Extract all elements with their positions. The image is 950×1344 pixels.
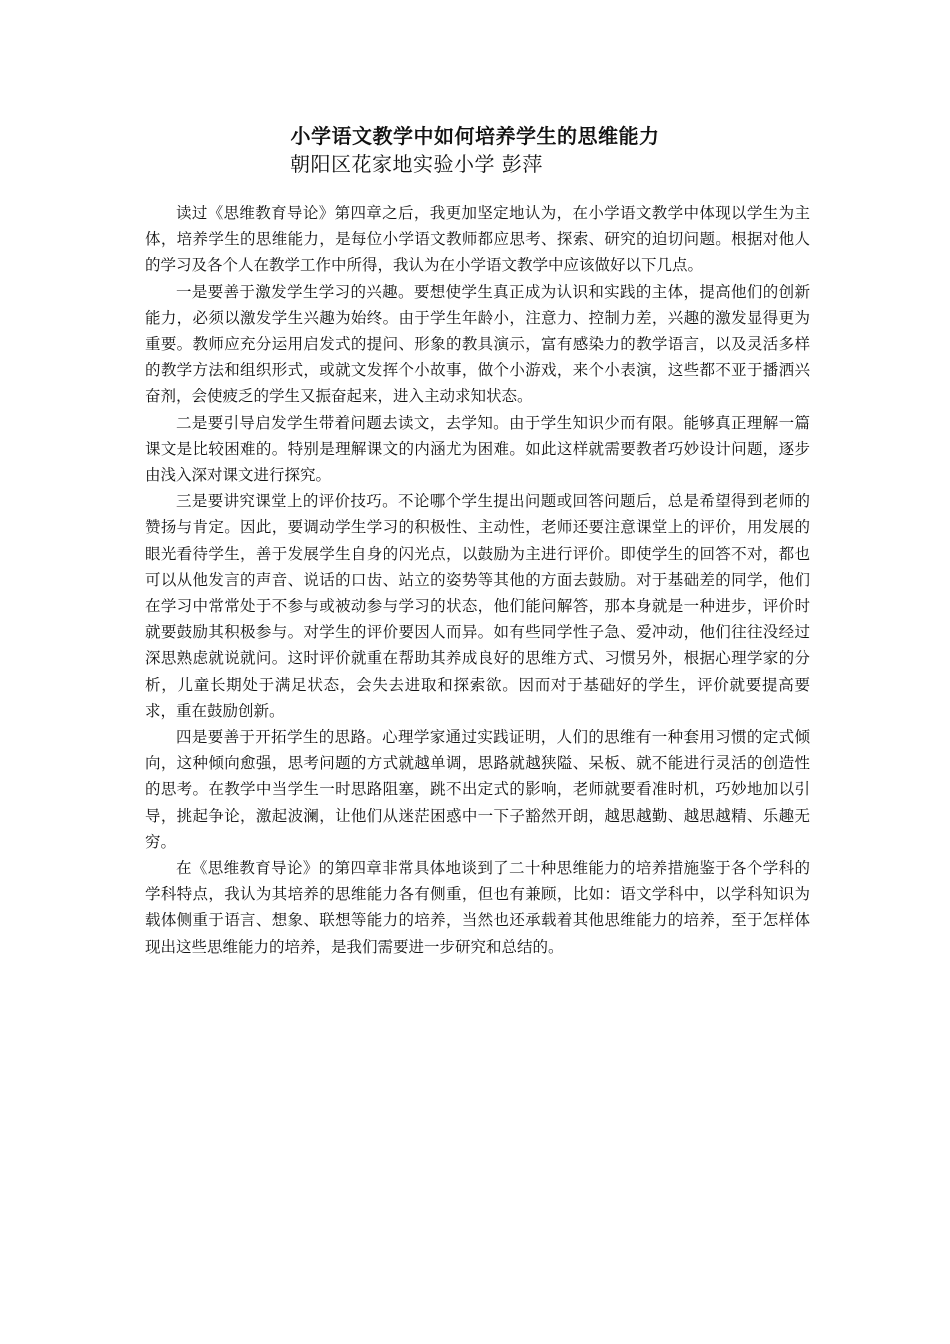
paragraph-point-4: 四是要善于开拓学生的思路。心理学家通过实践证明，人们的思维有一种套用习惯的定式倾向，这种倾向愈强，思考问题的方式就越单调，思路就越狭隘、呆板、就不能进行灵活的创造性的思考。在教学中当学生一时思路阻塞，跳不出定式的影响，老师就要看准时机，巧妙地加以引导，挑起争论，激起波澜，让他们从迷茫困惑中一下子豁然开朗，越思越勤、越思越精、乐趣无穷。 [145, 728, 810, 851]
author-line: 朝阳区花家地实验小学 彭萍 [290, 152, 543, 176]
paragraph-point-1: 一是要善于激发学生学习的兴趣。要想使学生真正成为认识和实践的主体，提高他们的创新能力，必须以激发学生兴趣为始终。由于学生年龄小，注意力、控制力差，兴趣的激发显得更为重要。教师应充分运用启发式的提问、形象的教具演示，富有感染力的教学语言，以及灵活多样的教学方法和组织形式，或就文发挥个小故事，做个小游戏，来个小表演，这些都不亚于播洒兴奋剂，会使疲乏的学生又振奋起来，进入主动求知状态。 [145, 282, 810, 406]
paragraph-point-3: 三是要讲究课堂上的评价技巧。不论哪个学生提出问题或回答问题后，总是希望得到老师的赞扬与肯定。因此，要调动学生学习的积极性、主动性，老师还要注意课堂上的评价，用发展的眼光看待学生，善于发展学生自身的闪光点，以鼓励为主进行评价。即使学生的回答不对，都也可以从他发言的声音、说话的口齿、站立的姿势等其他的方面去鼓励。对于基础差的同学，他们在学习中常常处于不参与或被动参与学习的状态，他们能问解答，那本身就是一种进步，评价时就要鼓励其积极参与。对学生的评价要因人而异。如有些同学性子急、爱冲动，他们往往没经过深思熟虑就说就问。这时评价就重在帮助其养成良好的思维方式、习惯另外，根据心理学家的分析，儿童长期处于满足状态，会失去进取和探索欲。因而对于基础好的学生，评价就要提高要求，重在鼓励创新。 [145, 492, 810, 720]
paragraph-intro: 读过《思维教育导论》第四章之后，我更加坚定地认为，在小学语文教学中体现以学生为主体，培养学生的思维能力，是每位小学语文教师都应思考、探索、研究的迫切问题。根据对他人的学习及各个人在教学工作中所得，我认为在小学语文教学中应该做好以下几点。 [145, 204, 810, 275]
document-body [145, 200, 810, 960]
paragraph-point-2: 二是要引导启发学生带着问题去读文，去学知。由于学生知识少而有限。能够真正理解一篇课文是比较困难的。特别是理解课文的内涵尤为困难。如此这样就需要教者巧妙设计问题，逐步由浅入深对课文进行探究。 [145, 413, 810, 485]
document-title: 小学语文教学中如何培养学生的思维能力 [290, 124, 660, 148]
paragraph-conclusion: 在《思维教育导论》的第四章非常具体地谈到了二十种思维能力的培养措施鉴于各个学科的学科特点，我认为其培养的思维能力各有侧重，但也有兼顾，比如：语文学科中，以学科知识为载体侧重于语言、想象、联想等能力的培养，当然也还承载着其他思维能力的培养，至于怎样体现出这些思维能力的培养，是我们需要进一步研究和总结的。 [145, 859, 810, 956]
